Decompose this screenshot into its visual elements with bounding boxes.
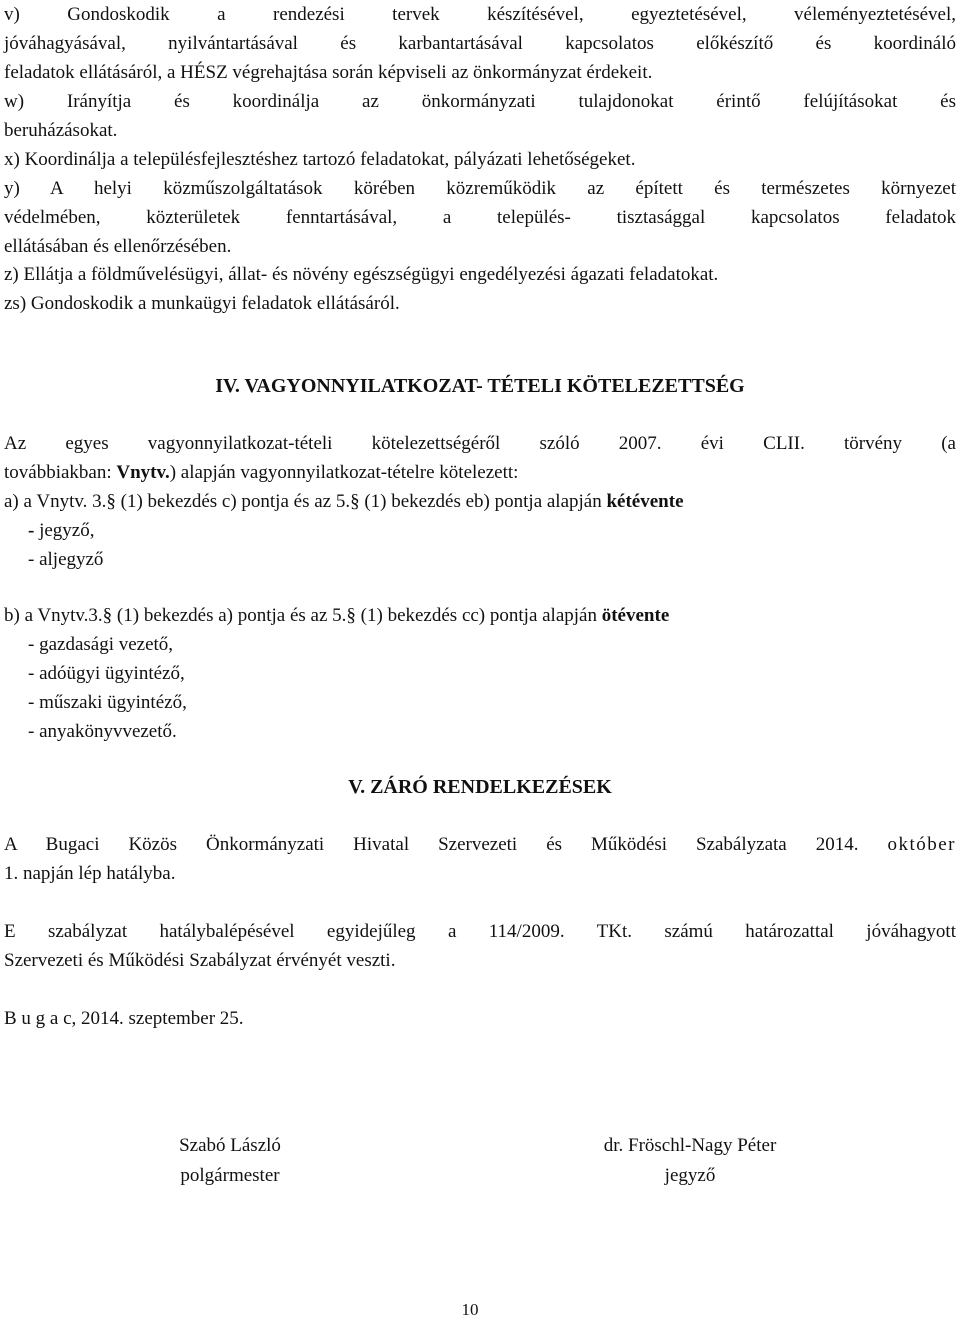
duty-z	[4, 260, 956, 289]
signature-right	[562, 1131, 818, 1191]
closing-paragraph-1	[4, 830, 956, 888]
section-4-intro	[4, 429, 956, 487]
closing-text: A Bugaci Közös Önkormányzati Hivatal Szervezeti és Működési Szabályzata 2014.	[4, 834, 888, 855]
signature-left-title: polgármester	[180, 1165, 280, 1186]
closing-paragraph-2-line-1: E szabályzat hatálybalépésével egyidejűleg a 114/2009. TKt. számú határozattal jóváhagyott	[4, 921, 956, 942]
obligation-a-item: - jegyző,	[28, 520, 95, 541]
obligation-b-item: - gazdasági vezető,	[28, 634, 174, 655]
duty-y-line-2: védelmében, közterületek fenntartásával, a település- tisztasággal kapcsolatos feladatok	[4, 207, 956, 228]
duty-z-line-1: z) Ellátja a földművelésügyi, állat- és növény egészségügyi engedélyezési ágazati feladatokat.	[4, 264, 719, 285]
obligation-a	[4, 487, 956, 574]
obligation-a-frequency: kétévente	[606, 491, 684, 512]
signature-left-name: Szabó László	[179, 1135, 281, 1156]
obligation-b-item: - adóügyi ügyintéző,	[28, 663, 185, 684]
place-date	[4, 1004, 956, 1033]
page-number: 10	[461, 1300, 479, 1319]
intro-text-end: ) alapján vagyonnyilatkozat-tételre kötelezett:	[169, 462, 519, 483]
duty-w	[4, 87, 956, 145]
obligation-a-clause: a) a Vnytv. 3.§ (1) bekezdés c) pontja és az 5.§ (1) bekezdés eb) pontja alapján	[4, 491, 607, 512]
section-4-heading: IV. VAGYONNYILATKOZAT- TÉTELI KÖTELEZETTSÉG	[215, 375, 745, 397]
duty-v-line-1: v) Gondoskodik a rendezési tervek készítésével, egyeztetésével, véleményeztetésével,	[4, 4, 956, 25]
duty-v-line-2: jóváhagyásával, nyilvántartásával és karbantartásával kapcsolatos előkészítő és koordináló	[4, 33, 956, 54]
closing-paragraph-2	[4, 917, 956, 975]
duty-w-line-1: w) Irányítja és koordinálja az önkormányzati tulajdonokat érintő felújításokat és	[4, 91, 956, 112]
obligation-b-item: - műszaki ügyintéző,	[28, 692, 187, 713]
place-date-text: B u g a c, 2014. szeptember 25.	[4, 1008, 244, 1029]
obligation-b-text	[4, 601, 956, 630]
signature-right-name: dr. Fröschl-Nagy Péter	[603, 1135, 777, 1156]
obligation-b	[4, 601, 956, 746]
closing-paragraph-1-line-1	[4, 830, 956, 859]
signature-left	[150, 1131, 310, 1191]
duty-zs	[4, 289, 956, 318]
intro-text: továbbiakban:	[4, 462, 117, 483]
duty-y	[4, 174, 956, 261]
closing-paragraph-1-line-2: 1. napján lép hatályba.	[4, 863, 176, 884]
duty-v	[4, 0, 956, 87]
closing-month: október	[887, 834, 956, 855]
duty-w-line-2: beruházásokat.	[4, 120, 118, 141]
duty-y-line-3: ellátásában és ellenőrzésében.	[4, 236, 232, 257]
intro-bold-vnytv: Vnytv.	[116, 462, 170, 483]
duty-x-line-1: x) Koordinálja a településfejlesztéshez tartozó feladatokat, pályázati lehetőségeket.	[4, 149, 636, 170]
obligation-b-item: - anyakönyvvezető.	[28, 721, 177, 742]
signature-right-title: jegyző	[664, 1165, 716, 1186]
obligation-b-clause: b) a Vnytv.3.§ (1) bekezdés a) pontja és az 5.§ (1) bekezdés cc) pontja alapján	[4, 605, 602, 626]
obligation-a-item: - aljegyző	[28, 549, 104, 570]
duty-y-line-1: y) A helyi közműszolgáltatások körében közreműködik az épített és természetes környezet	[4, 178, 956, 199]
section-5-heading: V. ZÁRÓ RENDELKEZÉSEK	[348, 776, 612, 798]
obligation-a-text	[4, 487, 956, 516]
section-4-intro-line-2	[4, 458, 956, 487]
duty-x	[4, 145, 956, 174]
duty-v-line-3: feladatok ellátásáról, a HÉSZ végrehajtása során képviseli az önkormányzat érdekeit.	[4, 62, 653, 83]
closing-paragraph-2-line-2: Szervezeti és Működési Szabályzat érvényét veszti.	[4, 950, 396, 971]
section-4-intro-line-1: Az egyes vagyonnyilatkozat-tételi kötelezettségéről szóló 2007. évi CLII. törvény (a	[4, 433, 956, 454]
obligation-b-frequency: ötévente	[601, 605, 670, 626]
duty-zs-line-1: zs) Gondoskodik a munkaügyi feladatok ellátásáról.	[4, 293, 400, 314]
